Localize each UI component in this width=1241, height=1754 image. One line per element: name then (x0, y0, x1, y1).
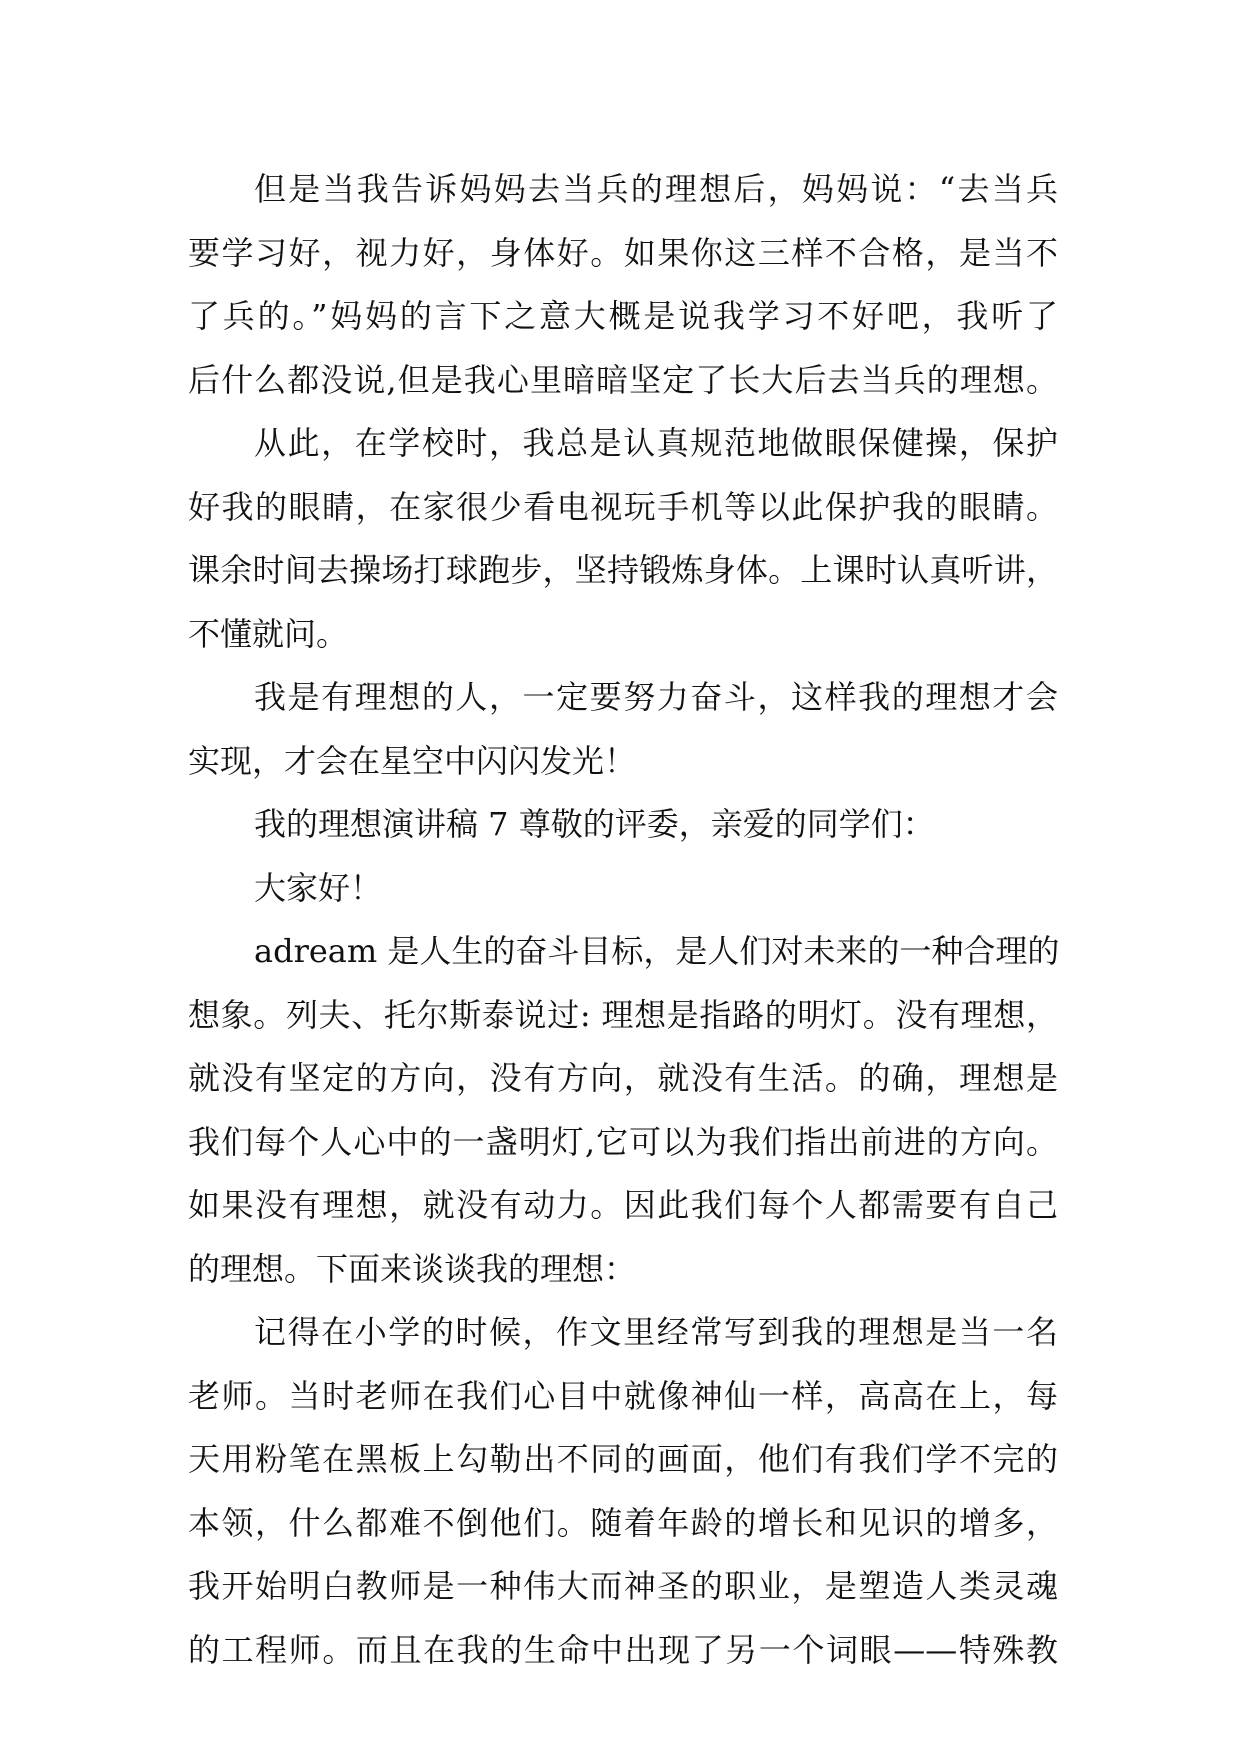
text-line: 实现，才会在星空中闪闪发光！ (188, 741, 637, 780)
text-line: 老师。当时老师在我们心目中就像神仙一样，高高在上，每 (188, 1376, 1058, 1415)
text-line: 的理想。下面来谈谈我的理想： (188, 1249, 637, 1288)
text-line: 从此，在学校时，我总是认真规范地做眼保健操，保护 (254, 424, 1058, 462)
text-line: 就没有坚定的方向，没有方向，就没有生活。的确，理想是 (188, 1059, 1058, 1097)
text-line: 课余时间去操场打球跑步，坚持锻炼身体。上课时认真听讲， (188, 551, 1058, 589)
text-line: 我是有理想的人，一定要努力奋斗，这样我的理想才会 (254, 678, 1058, 716)
text-line: 后什么都没说,但是我心里暗暗坚定了长大后去当兵的理想。 (188, 360, 1058, 399)
text-line: 如果没有理想，就没有动力。因此我们每个人都需要有自己 (188, 1186, 1058, 1224)
text-line: 的工程师。而且在我的生命中出现了另一个词眼——特殊教 (188, 1630, 1058, 1669)
text-line: adream 是人生的奋斗目标，是人们对未来的一种合理的 (254, 932, 1060, 970)
text-line: 但是当我告诉妈妈去当兵的理想后，妈妈说：“去当兵 (254, 170, 1058, 208)
text-line: 要学习好，视力好，身体好。如果你这三样不合格，是当不 (188, 233, 1058, 272)
text-line: 本领，什么都难不倒他们。随着年龄的增长和见识的增多， (188, 1503, 1058, 1542)
text-line: 我的理想演讲稿 7 尊敬的评委，亲爱的同学们： (254, 805, 935, 843)
text-line: 我们每个人心中的一盏明灯,它可以为我们指出前进的方向。 (188, 1122, 1058, 1161)
text-line: 天用粉笔在黑板上勾勒出不同的画面，他们有我们学不完的 (188, 1440, 1058, 1478)
text-line: 不懂就问。 (188, 614, 349, 653)
document-body (188, 158, 1058, 1682)
text-line: 好我的眼睛，在家很少看电视玩手机等以此保护我的眼睛。 (188, 487, 1058, 526)
text-line: 想象。列夫、托尔斯泰说过: 理想是指路的明灯。没有理想， (188, 995, 1058, 1034)
text-line: 大家好！ (254, 868, 383, 907)
text-line: 我开始明白教师是一种伟大而神圣的职业，是塑造人类灵魂 (188, 1567, 1058, 1605)
text-line: 了兵的。”妈妈的言下之意大概是说我学习不好吧，我听了 (188, 297, 1058, 335)
text-line: 记得在小学的时候，作文里经常写到我的理想是当一名 (254, 1313, 1058, 1351)
